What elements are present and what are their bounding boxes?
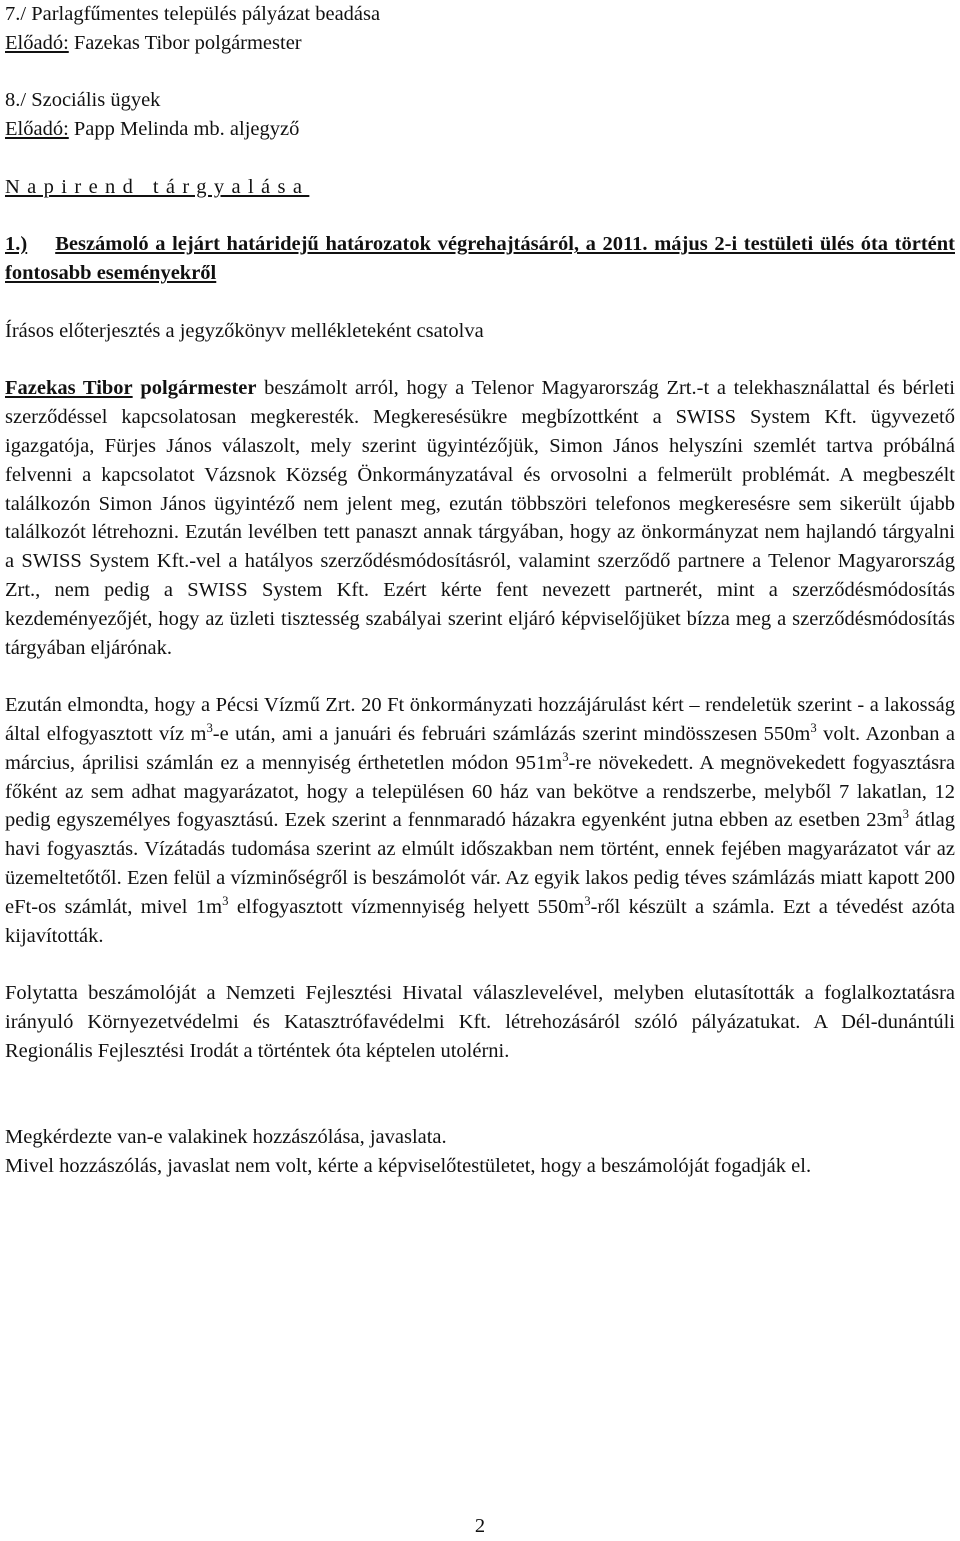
presenter-label: Előadó: xyxy=(5,31,69,54)
speaker-role: polgármester xyxy=(140,377,257,400)
closing-paragraph: Mivel hozzászólás, javaslat nem volt, kérte a képviselőtestületet, hogy a beszámolóját fogadják el. xyxy=(5,1154,812,1177)
speaker-name: Fazekas Tibor xyxy=(5,377,133,400)
superscript: 3 xyxy=(810,721,817,736)
item8-presenter: Papp Melinda mb. aljegyző xyxy=(68,118,300,141)
text-run: elfogyasztott vízmennyiség helyett 550m xyxy=(228,895,585,918)
agenda-item-number: 1.) xyxy=(5,233,28,256)
text-run: átlag havi fogyasztás. Vízátadás tudomása szerint az elmúlt időszakban nem történt, ennek fejében magyarázatot vár az üzemeltetőtől. Ezen felül a vízminőségről is beszámolót vár. Az egyik lakos pedig téves számlázás miatt kapott 200 eFt-os számlát, mivel 1m xyxy=(5,809,955,918)
attachment-note: Írásos előterjesztés a jegyzőkönyv mellékleteként csatolva xyxy=(5,319,484,342)
text-run: -ről készült a számla. Ezt a tévedést azóta kijavították. xyxy=(5,895,955,947)
paragraph-nfh: Folytatta beszámolóját a Nemzeti Fejlesztési Hivatal válaszlevelével, melyben elutasították a foglalkoztatásra irányuló Környezetvédelmi és Katasztrófavédelmi Kft. létrehozásáról szóló pályázatukat. A Dél-dunántúli Regionális Fejlesztési Irodát a történtek óta képtelen utolérni. xyxy=(5,982,955,1062)
superscript: 3 xyxy=(562,749,569,764)
item8-presenter-line xyxy=(5,115,955,144)
superscript: 3 xyxy=(902,807,910,822)
page-number: 2 xyxy=(474,1515,486,1537)
item8-title: 8./ Szociális ügyek xyxy=(5,89,161,112)
agenda-item-1-title xyxy=(5,230,955,288)
section-heading: Napirend tárgyalása xyxy=(5,175,310,198)
superscript: 3 xyxy=(206,721,213,736)
question-line: Megkérdezte van-e valakinek hozzászólása, javaslata. xyxy=(5,1126,447,1149)
paragraph-vizmu xyxy=(5,691,955,950)
text-run: volt. Azonban a március, áprilisi számlán ez a mennyiség érthetetlen módon 951m xyxy=(5,722,955,774)
superscript: 3 xyxy=(222,893,229,908)
item7-presenter: Fazekas Tibor polgármester xyxy=(68,31,302,54)
text-run: -re növekedett. A megnövekedett fogyasztásra főként az sem adhat magyarázatot, hogy a településen 60 ház van bekötve a rendszerbe, melyből 7 lakatlan, 12 pedig egyszemélyes fogyasztású. Ezek szerint a fennmaradó házakra egyenként jutna ebben az esetben 23m xyxy=(5,751,955,832)
text-run: -e után, ami a januári és februári számlázás szerint mindösszesen 550m xyxy=(212,722,811,745)
superscript: 3 xyxy=(584,893,591,908)
item7-title: 7./ Parlagfűmentes település pályázat beadása xyxy=(5,3,381,25)
paragraph-text: beszámolt arról, hogy a Telenor Magyarország Zrt.-t a telekhasználattal és bérleti szerződéssel kapcsolatosan megkeresték. Megkeresésükre megbízottként a SWISS System Kft. ügyvezető igazgatója, Fürjes János válaszolt, mely szerint ügyintézőjük, Simon János helyszíni szemlét tartva próbálná felvenni a kapcsolatot Vázsnok Község Önkormányzatával és orvosolni a felmerült problémát. A megbeszélt találkozón Simon János ügyintéző nem jelent meg, ezután többszöri telefonos megkeresésre sem sikerült újabb találkozót létrehozni. Ezután levélben tett panaszt annak tárgyában, hogy az önkormányzat nem hajlandó tárgyalni a SWISS System Kft.-vel a hatályos szerződésmódosításról, valamint szerződő partnere a Telenor Magyarország Zrt., nem pedig a SWISS System Kft. Ezért kérte fent nevezett partnerét, mint a szerződésmódosítás kezdeményezőjét, hogy az üzleti tisztesség szabályai szerint eljáró képviselőjüket bízza meg a szerződésmódosítás tárgyában eljárónak. xyxy=(5,377,955,659)
document-page xyxy=(5,0,955,1181)
presenter-label: Előadó: xyxy=(5,118,69,141)
text-run: Ezután elmondta, hogy a Pécsi Vízmű Zrt. 20 Ft önkormányzati hozzájárulást kért – rendeletük szerint - a lakosság által elfogyasztott víz m xyxy=(5,694,955,745)
agenda-item-text: Beszámoló a lejárt határidejű határozatok végrehajtásáról, a 2011. május 2-i testületi ülés óta történt fontosabb eseményekről xyxy=(5,233,955,285)
item7-presenter-line xyxy=(5,29,955,58)
paragraph-telenor xyxy=(5,374,955,662)
